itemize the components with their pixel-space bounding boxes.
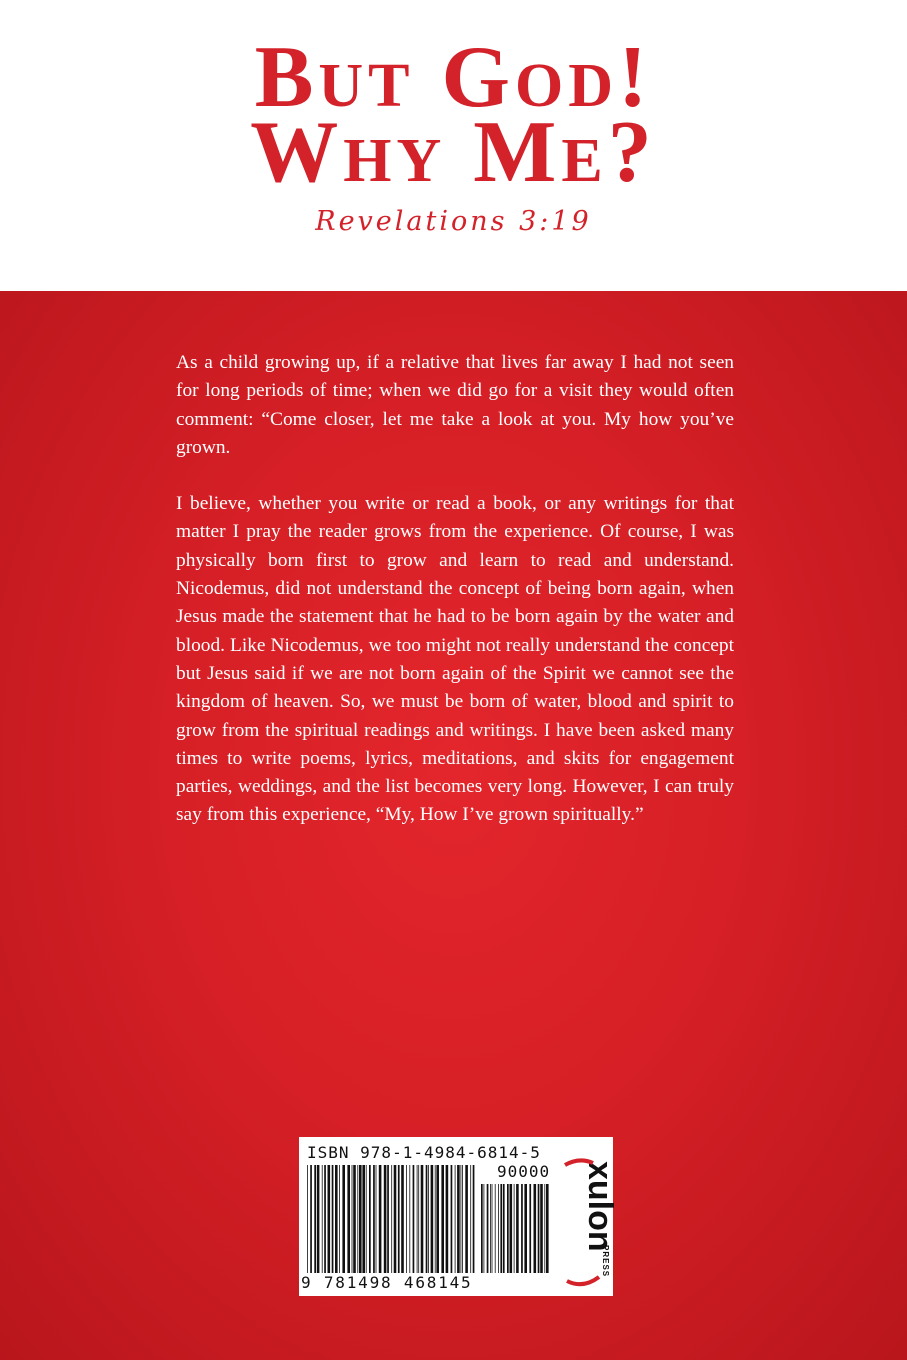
barcode-bar xyxy=(376,1165,377,1273)
barcode-bar xyxy=(339,1165,340,1273)
barcode-bar xyxy=(406,1165,407,1273)
barcode-bar xyxy=(529,1184,531,1273)
barcode-bar xyxy=(495,1184,496,1273)
barcode-bar xyxy=(462,1165,463,1273)
barcode-bar xyxy=(314,1165,316,1273)
barcode-bar xyxy=(342,1165,345,1273)
barcode-bar xyxy=(481,1184,483,1273)
barcode-bar xyxy=(451,1165,453,1273)
barcode-bar xyxy=(426,1165,428,1273)
barcode-main-bars xyxy=(307,1165,475,1273)
book-subtitle: Revelations 3:19 xyxy=(315,206,592,237)
barcode-bar xyxy=(540,1184,543,1273)
barcode-bar xyxy=(465,1165,468,1273)
barcode-bar xyxy=(418,1165,419,1273)
logo-tagline: PRESS xyxy=(601,1245,610,1278)
ean-digits: 9 781498 468145 xyxy=(301,1273,473,1292)
barcode-addon-bars xyxy=(481,1184,551,1273)
barcode-bar xyxy=(310,1165,312,1273)
barcode-bar xyxy=(446,1165,449,1273)
barcode-bar xyxy=(500,1184,502,1273)
barcode-bar xyxy=(417,1165,418,1273)
barcode-bar xyxy=(362,1165,365,1273)
barcode-bar xyxy=(324,1165,326,1273)
barcode-bar xyxy=(328,1165,331,1273)
isbn-barcode-box xyxy=(299,1137,619,1296)
blurb-paragraph-2: I believe, whether you write or read a book, or any writings for that matter I pray the reader grows from the experience. Of course, I was physically born first to grow and learn to read and understand. Nicodemus, did not understand the concept of being born again, when Jesus made the statement that he had to be born again by the water and blood. Like Nicodemus, we too might not really understand the concept but Jesus said if we are not born again of the Spirit we cannot see the kingdom of heaven. So, we must be born of water, blood and spirit to grow from the spiritual readings and writings. I have been asked many times to write poems, lyrics, meditations, and skits for engagement parties, weddings, and the list becomes very long. However, I can truly say from this experience, “My, How I’ve grown spiritually.” xyxy=(176,493,734,826)
barcode-bar xyxy=(398,1165,400,1273)
barcode-bar xyxy=(546,1184,549,1273)
barcode-bar xyxy=(490,1184,491,1273)
barcode-bar xyxy=(507,1184,509,1273)
xulon-press-logo xyxy=(559,1157,619,1289)
barcode-bar xyxy=(436,1165,439,1273)
barcode-bar xyxy=(473,1165,475,1273)
barcode-bar xyxy=(521,1184,523,1273)
barcode-bar xyxy=(524,1184,527,1273)
barcode-bar xyxy=(394,1165,397,1273)
barcode-bar xyxy=(457,1165,460,1273)
barcode-bar xyxy=(455,1165,456,1273)
blurb-paragraph-1: As a child growing up, if a relative that lives far away I had not seen for long periods of time; when we did go for a visit they would often comment: “Come closer, let me take a look at you. My how you’ve grown. xyxy=(176,352,734,458)
barcode-bar xyxy=(435,1165,436,1273)
barcode-bar xyxy=(514,1184,515,1273)
barcode-bar xyxy=(538,1184,540,1273)
barcode-bar xyxy=(353,1165,356,1273)
barcode-bar xyxy=(379,1165,382,1273)
barcode-bar xyxy=(503,1184,505,1273)
barcode-bar xyxy=(373,1165,375,1273)
barcode-bar xyxy=(322,1165,323,1273)
barcode-bar xyxy=(347,1165,350,1273)
barcode-bar xyxy=(307,1165,308,1273)
cover-top-section xyxy=(0,0,907,291)
book-title-line-1: But God! xyxy=(254,29,653,126)
back-cover-blurb xyxy=(176,349,734,858)
barcode-bar xyxy=(359,1165,362,1273)
barcode-bar xyxy=(357,1165,358,1273)
barcode-bar xyxy=(431,1165,434,1273)
barcode-bar xyxy=(421,1165,424,1273)
barcode-bar xyxy=(492,1184,493,1273)
logo-wordmark: xulon xyxy=(581,1161,619,1252)
barcode-bar xyxy=(516,1184,519,1273)
barcode-bar xyxy=(317,1165,320,1273)
barcode-bar xyxy=(369,1165,371,1273)
barcode-bar xyxy=(352,1165,353,1273)
barcode-bar xyxy=(441,1165,444,1273)
barcode-bar xyxy=(391,1165,392,1273)
barcode-bar xyxy=(470,1165,471,1273)
logo-swoosh-bottom-icon xyxy=(567,1277,599,1284)
book-title-line-2: Why Me? xyxy=(250,104,657,201)
barcode-bar xyxy=(544,1184,545,1273)
barcode-bar xyxy=(401,1165,404,1273)
barcode-bar xyxy=(428,1165,429,1273)
barcode-bar xyxy=(387,1165,389,1273)
price-code: 90000 xyxy=(497,1162,551,1181)
barcode-bar xyxy=(461,1165,462,1273)
barcode-bar xyxy=(366,1165,367,1273)
barcode-bar xyxy=(335,1165,338,1273)
barcode-bar xyxy=(413,1165,415,1273)
barcode-bar xyxy=(409,1165,410,1273)
barcode-bar xyxy=(498,1184,499,1273)
barcode-bar xyxy=(510,1184,513,1273)
barcode-bar xyxy=(487,1184,489,1273)
barcode-bar xyxy=(332,1165,334,1273)
isbn-label: ISBN 978-1-4984-6814-5 xyxy=(307,1143,541,1162)
barcode-bar xyxy=(384,1165,387,1273)
barcode-bar xyxy=(534,1184,537,1273)
barcode-bar xyxy=(484,1184,485,1273)
